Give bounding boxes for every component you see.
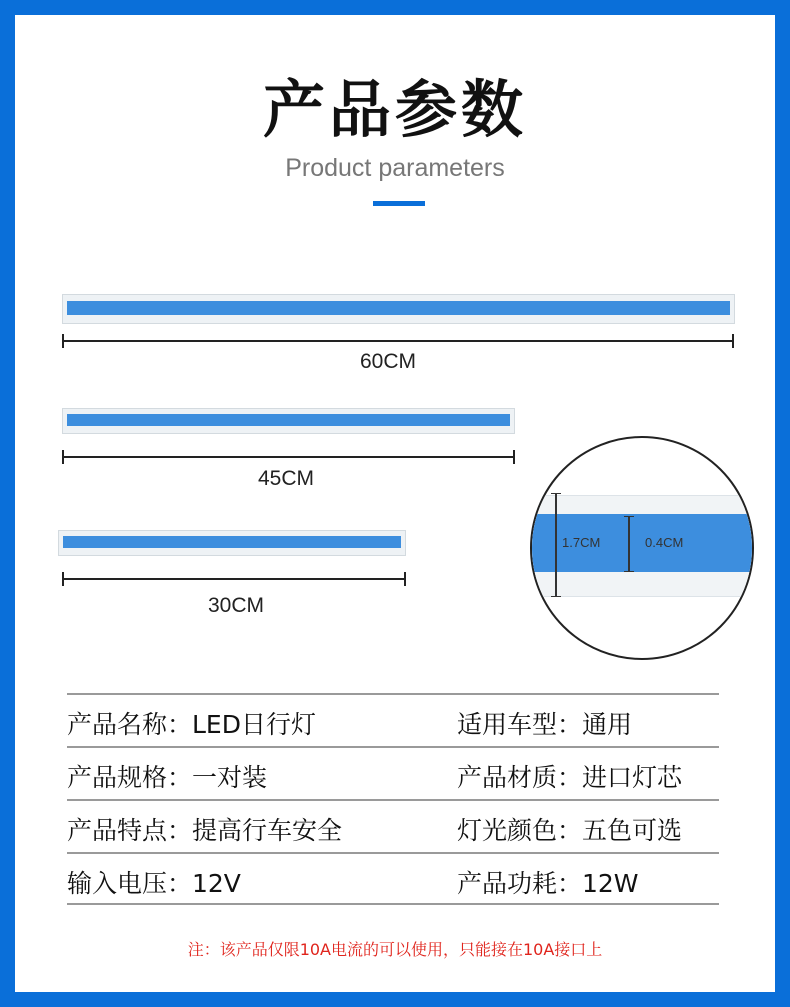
led-strip-30cm — [58, 530, 406, 556]
spec-row — [67, 852, 719, 905]
spec-row — [67, 693, 719, 746]
spec-vehicle-type: 适用车型：通用 — [457, 710, 633, 739]
width-dimension — [555, 493, 557, 597]
measure-line-30cm — [62, 572, 406, 586]
width-label: 1.7CM — [562, 535, 601, 550]
led-tape — [67, 301, 730, 315]
measure-line-45cm — [62, 450, 515, 464]
spec-power: 产品功耗：12W — [457, 869, 639, 898]
thickness-dimension — [628, 516, 630, 572]
measure-line-60cm — [62, 334, 734, 348]
led-strip-45cm — [62, 408, 515, 434]
length-label-30cm: 30CM — [207, 594, 265, 617]
thickness-label: 0.4CM — [645, 535, 684, 550]
usage-note: 注：该产品仅限10A电流的可以使用，只能接在10A接口上 — [187, 940, 603, 959]
spec-package: 产品规格：一对装 — [67, 763, 268, 792]
spec-product-name: 产品名称：LED日行灯 — [67, 710, 316, 739]
title-underline — [373, 201, 425, 206]
spec-row — [67, 799, 719, 852]
led-tape — [67, 414, 510, 426]
spec-table — [67, 693, 719, 905]
length-label-60cm: 60CM — [359, 350, 417, 373]
length-label-45cm: 45CM — [257, 467, 315, 490]
spec-row — [67, 746, 719, 799]
led-tape — [63, 536, 401, 548]
spec-feature: 产品特点：提高行车安全 — [67, 816, 343, 845]
spec-light-color: 灯光颜色：五色可选 — [457, 816, 683, 845]
led-strip-60cm — [62, 294, 735, 324]
magnified-detail — [530, 436, 754, 660]
page-subtitle: Product parameters — [285, 154, 505, 182]
spec-material: 产品材质：进口灯芯 — [457, 763, 683, 792]
page-title: 产品参数 — [262, 73, 527, 146]
spec-voltage: 输入电压：12V — [67, 869, 241, 898]
